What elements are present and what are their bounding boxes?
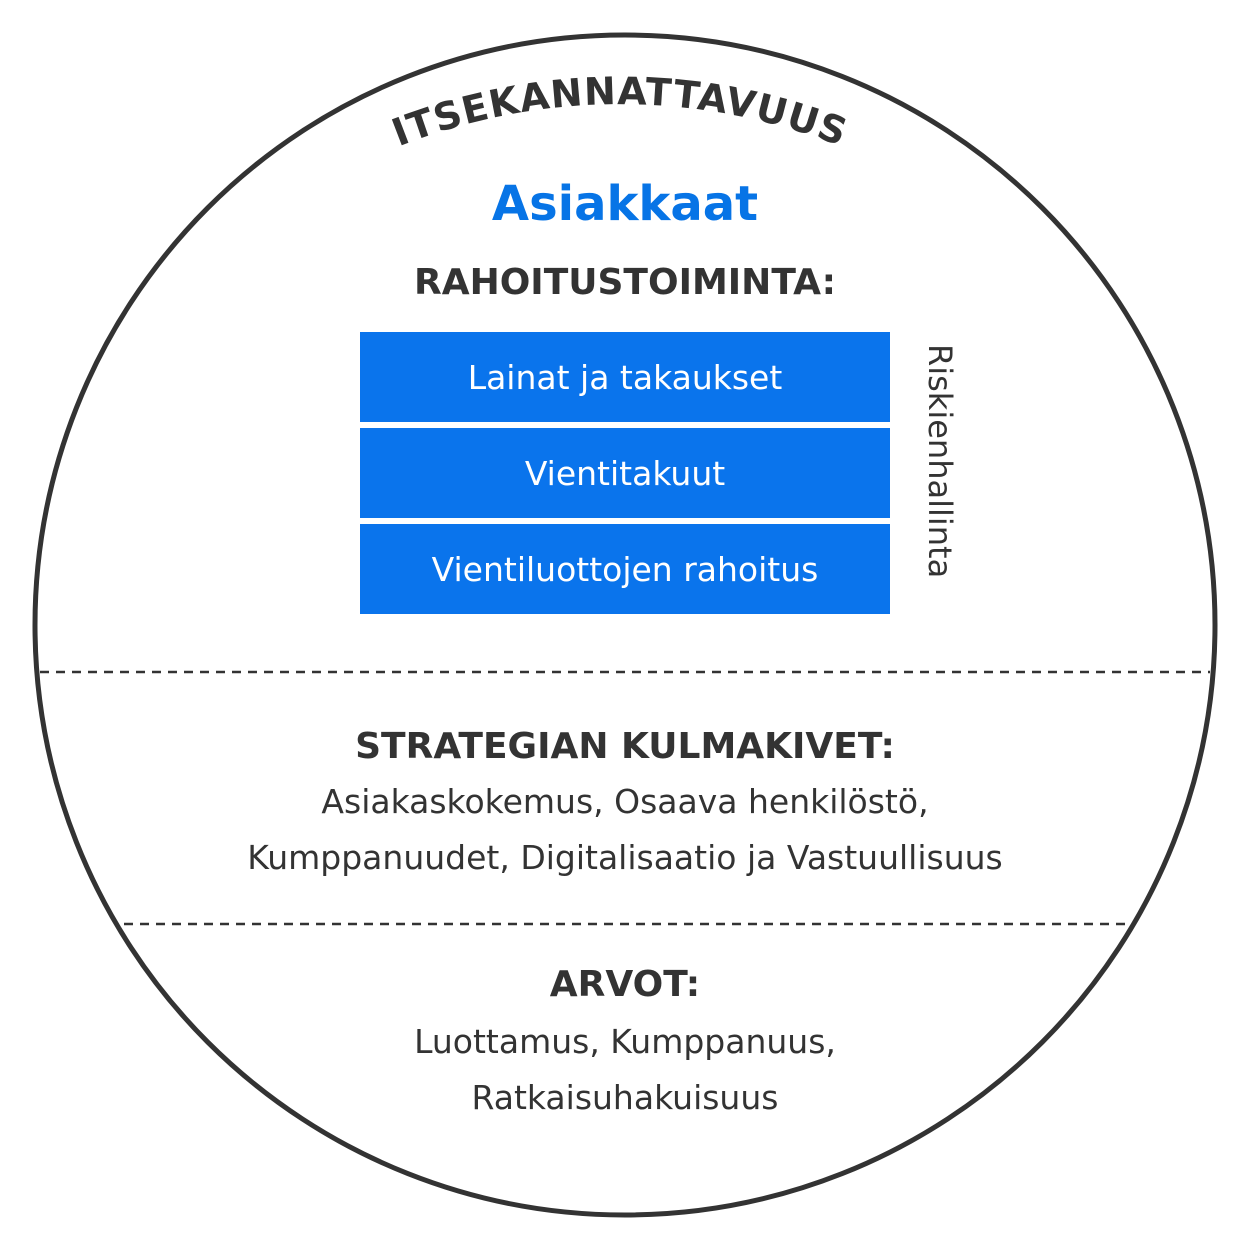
values-heading: ARVOT: [549,964,701,1005]
arc-label: ITSEKANNATTAVUUS [386,69,854,155]
strategy-line: Asiakaskokemus, Osaava henkilöstö, [321,782,929,821]
customers-title: Asiakkaat [491,176,759,232]
strategy-heading: STRATEGIAN KULMAKIVET: [355,726,895,767]
financing-box-export-guarantees: Vientitakuut [360,428,890,518]
financing-heading: RAHOITUSTOIMINTA: [413,262,836,303]
financing-box-export-credit: Vientiluottojen rahoitus [360,524,890,614]
strategy-line: Kumppanuudet, Digitalisaatio ja Vastuullisuus [247,838,1003,877]
values-line: Luottamus, Kumppanuus, [414,1022,836,1061]
financing-box-loans: Lainat ja takaukset [360,332,890,422]
risk-management-label: Riskienhallinta [921,344,959,579]
values-text [0,1014,1250,1126]
strategy-text [0,774,1250,886]
values-line: Ratkaisuhakuisuus [471,1078,779,1117]
financing-boxes [360,332,890,614]
